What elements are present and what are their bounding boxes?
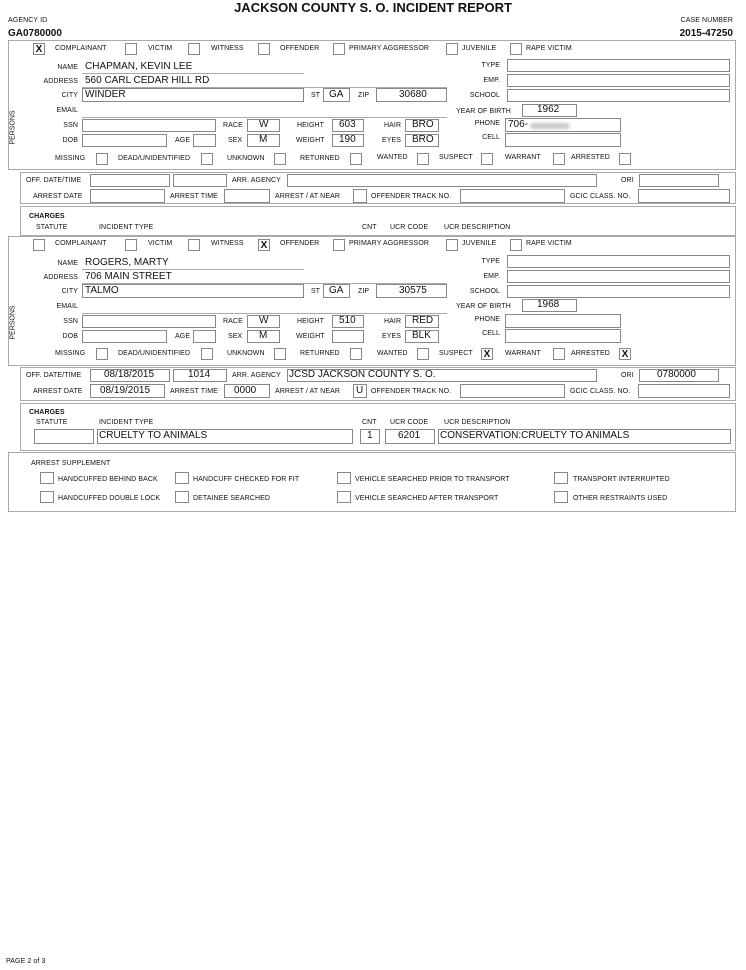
witness-checkbox[interactable]: [188, 43, 200, 55]
dead-unidentified-checkbox[interactable]: [201, 153, 213, 165]
person-address: 560 CARL CEDAR HILL RD: [85, 75, 210, 86]
offense-date-field[interactable]: [90, 174, 170, 187]
case-number-label: CASE NUMBER: [680, 17, 733, 24]
arresting-agency-field[interactable]: [287, 174, 597, 187]
school-field[interactable]: [507, 285, 730, 298]
missing-checkbox[interactable]: [96, 348, 108, 360]
other-restraints-checkbox[interactable]: [554, 491, 568, 503]
arrest-at-near-field[interactable]: [353, 189, 367, 203]
offender-checkbox[interactable]: [258, 43, 270, 55]
person-name: CHAPMAN, KEVIN LEE: [85, 61, 193, 72]
transport-interrupted-checkbox[interactable]: [554, 472, 568, 484]
dob-field[interactable]: [82, 134, 167, 147]
ori-field[interactable]: [639, 174, 719, 187]
juvenile-checkbox[interactable]: [446, 239, 458, 251]
rape-victim-checkbox[interactable]: [510, 239, 522, 251]
suspect-checkbox[interactable]: [481, 153, 493, 165]
type-field[interactable]: [507, 255, 730, 268]
arrested-checkbox[interactable]: [619, 153, 631, 165]
dead-unidentified-checkbox[interactable]: [201, 348, 213, 360]
persons-side-label: PERSONS: [9, 305, 17, 340]
page-number: PAGE 2 of 3: [6, 958, 46, 965]
rape-victim-checkbox[interactable]: [510, 43, 522, 55]
type-field[interactable]: [507, 59, 730, 72]
gcic-class-field[interactable]: [638, 189, 730, 203]
person-name: ROGERS, MARTY: [85, 257, 169, 268]
offender-checkbox[interactable]: X: [258, 239, 270, 251]
agency-id-label: AGENCY ID: [8, 17, 48, 24]
statute-field[interactable]: [34, 429, 94, 444]
arrest-time-field[interactable]: [224, 189, 270, 203]
primary-aggressor-checkbox[interactable]: [333, 43, 345, 55]
phone-field[interactable]: [505, 314, 621, 328]
redacted-phone: [530, 123, 570, 129]
cell-field[interactable]: [505, 329, 621, 343]
victim-checkbox[interactable]: [125, 43, 137, 55]
returned-checkbox[interactable]: [350, 153, 362, 165]
unknown-checkbox[interactable]: [274, 153, 286, 165]
suspect-checkbox[interactable]: X: [481, 348, 493, 360]
dob-field[interactable]: [82, 330, 167, 343]
persons-side-label: PERSONS: [9, 110, 17, 145]
ssn-field[interactable]: [82, 315, 216, 328]
handcuffed-behind-back-checkbox[interactable]: [40, 472, 54, 484]
wanted-checkbox[interactable]: [417, 153, 429, 165]
employer-field[interactable]: [507, 270, 730, 283]
warrant-checkbox[interactable]: [553, 348, 565, 360]
agency-id: GA0780000: [8, 28, 62, 39]
vehicle-searched-after-checkbox[interactable]: [337, 491, 351, 503]
vehicle-searched-prior-checkbox[interactable]: [337, 472, 351, 484]
detainee-searched-checkbox[interactable]: [175, 491, 189, 503]
offender-track-field[interactable]: [460, 189, 565, 203]
complainant-checkbox[interactable]: [33, 239, 45, 251]
cell-field[interactable]: [505, 133, 621, 147]
primary-aggressor-checkbox[interactable]: [333, 239, 345, 251]
school-field[interactable]: [507, 89, 730, 102]
ssn-field[interactable]: [82, 119, 216, 132]
wanted-checkbox[interactable]: [417, 348, 429, 360]
report-title: JACKSON COUNTY S. O. INCIDENT REPORT: [234, 0, 512, 15]
arrested-checkbox[interactable]: X: [619, 348, 631, 360]
victim-checkbox[interactable]: [125, 239, 137, 251]
case-number: 2015-47250: [679, 28, 733, 39]
warrant-checkbox[interactable]: [553, 153, 565, 165]
unknown-checkbox[interactable]: [274, 348, 286, 360]
missing-checkbox[interactable]: [96, 153, 108, 165]
handcuff-checked-for-fit-checkbox[interactable]: [175, 472, 189, 484]
arrest-date-field[interactable]: [90, 189, 165, 203]
witness-checkbox[interactable]: [188, 239, 200, 251]
complainant-checkbox[interactable]: X: [33, 43, 45, 55]
age-field[interactable]: [193, 330, 216, 343]
age-field[interactable]: [193, 134, 216, 147]
gcic-class-field[interactable]: [638, 384, 730, 398]
weight-field[interactable]: [332, 330, 364, 343]
juvenile-checkbox[interactable]: [446, 43, 458, 55]
handcuffed-double-lock-checkbox[interactable]: [40, 491, 54, 503]
employer-field[interactable]: [507, 74, 730, 87]
returned-checkbox[interactable]: [350, 348, 362, 360]
offense-time-field[interactable]: [173, 174, 227, 187]
person-address: 706 MAIN STREET: [85, 271, 172, 282]
offender-track-field[interactable]: [460, 384, 565, 398]
